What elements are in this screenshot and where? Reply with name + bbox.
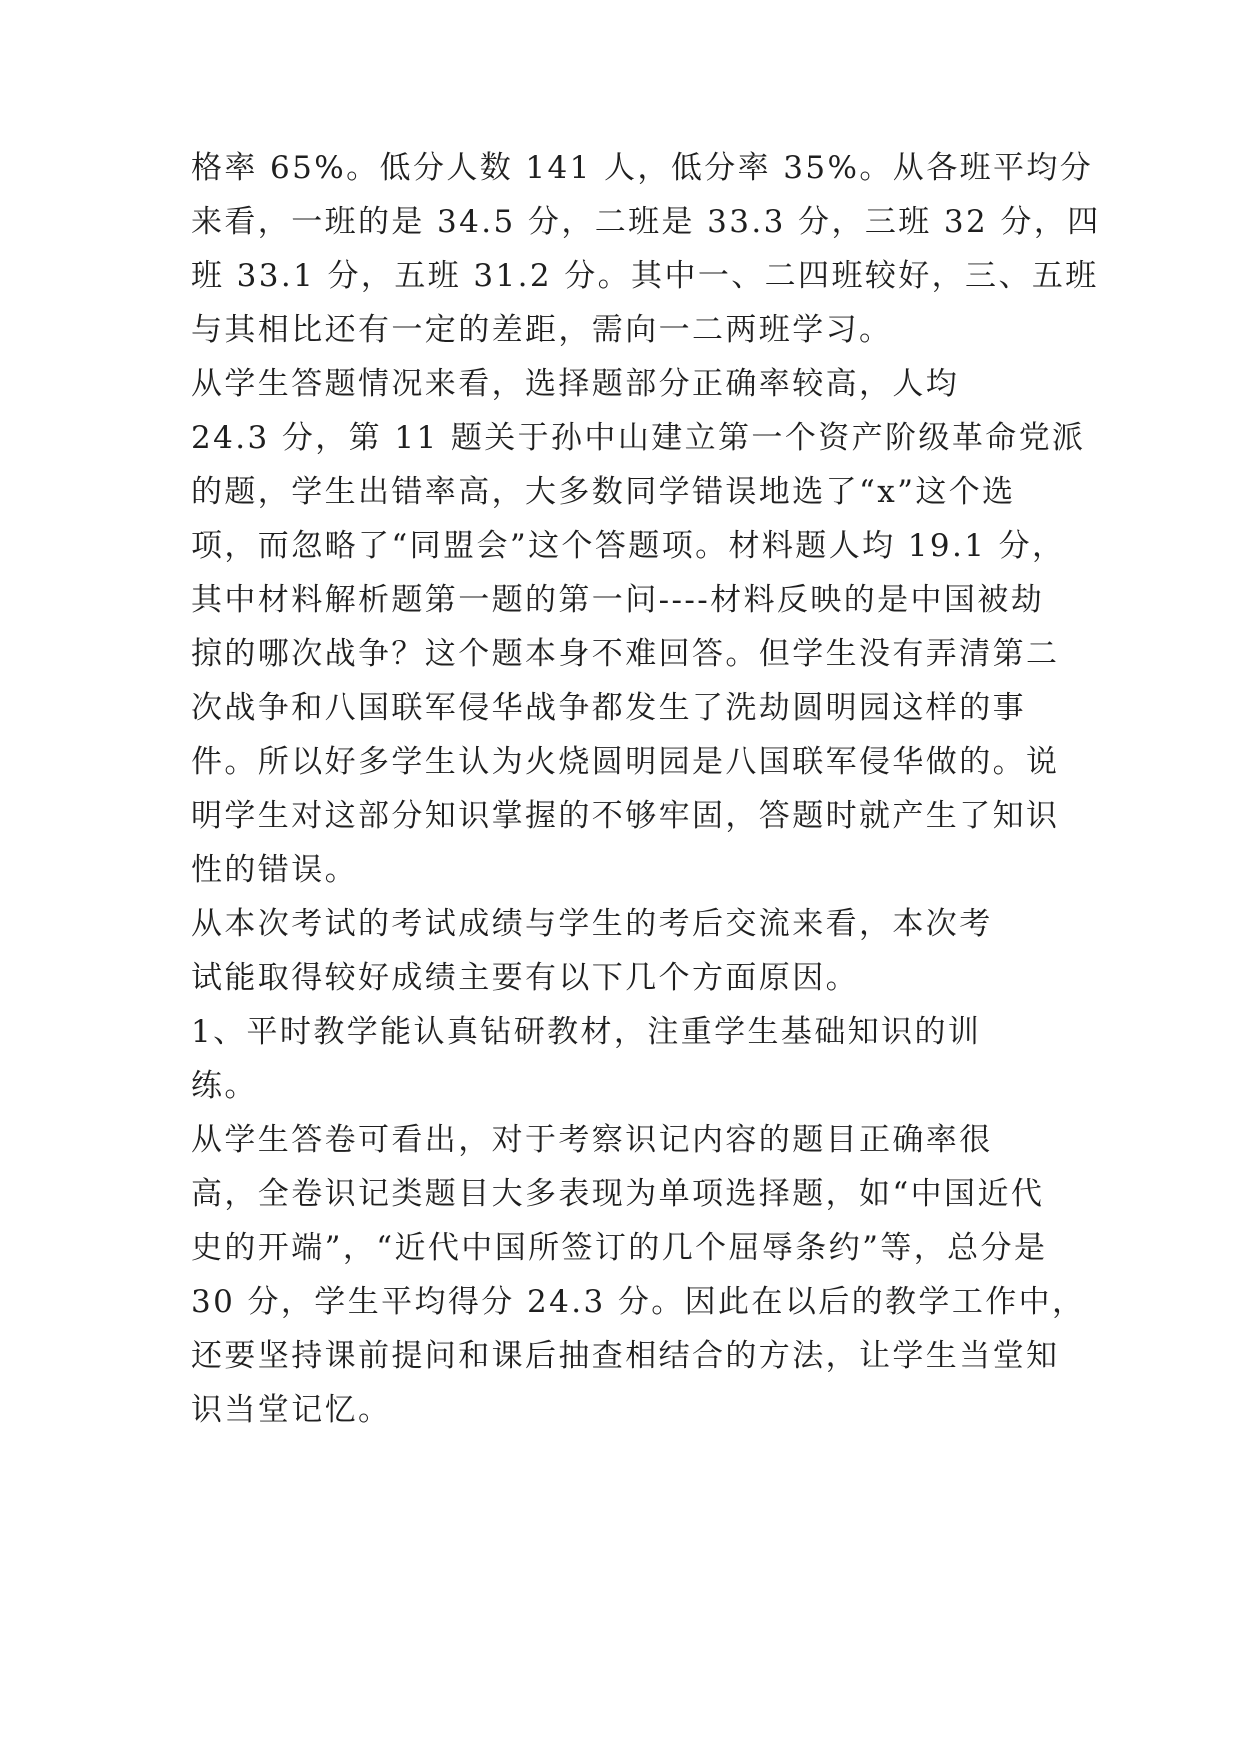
text-line: 24.3 分，第 11 题关于孙中山建立第一个资产阶级革命党派: [191, 420, 1086, 456]
text-line: 识当堂记忆。: [191, 1392, 392, 1428]
text-line: 试能取得较好成绩主要有以下几个方面原因。: [191, 960, 859, 996]
text-line: 练。: [191, 1068, 258, 1104]
paragraph-start-line: 从学生答题情况来看，选择题部分正确率较高，人均: [191, 366, 960, 402]
text-line: 与其相比还有一定的差距，需向一二两班学习。: [191, 312, 893, 348]
text-line: 30 分，学生平均得分 24.3 分。因此在以后的教学工作中，: [191, 1284, 1086, 1320]
text-line: 格率 65%。低分人数 141 人，低分率 35%。从各班平均分: [191, 150, 1094, 186]
text-line: 掠的哪次战争？这个题本身不难回答。但学生没有弄清第二: [191, 636, 1060, 672]
paragraph-start-line: 从学生答卷可看出，对于考察识记内容的题目正确率很: [191, 1122, 993, 1158]
text-line: 的题，学生出错率高，大多数同学错误地选了“x”这个选: [191, 474, 1016, 510]
text-line: 来看，一班的是 34.5 分，二班是 33.3 分，三班 32 分，四: [191, 204, 1101, 240]
numbered-point-line: 1、平时教学能认真钻研教材，注重学生基础知识的训: [191, 1014, 982, 1050]
text-line: 班 33.1 分，五班 31.2 分。其中一、二四班较好，三、五班: [191, 258, 1099, 294]
text-line: 史的开端”，“近代中国所签订的几个屈辱条约”等，总分是: [191, 1230, 1048, 1266]
text-line: 性的错误。: [191, 852, 358, 888]
text-line: 还要坚持课前提问和课后抽查相结合的方法，让学生当堂知: [191, 1338, 1060, 1374]
text-line: 项，而忽略了“同盟会”这个答题项。材料题人均 19.1 分，: [191, 528, 1066, 564]
text-line: 高，全卷识记类题目大多表现为单项选择题，如“中国近代: [191, 1176, 1045, 1212]
text-line: 件。所以好多学生认为火烧圆明园是八国联军侵华做的。说: [191, 744, 1060, 780]
text-line: 次战争和八国联军侵华战争都发生了洗劫圆明园这样的事: [191, 690, 1026, 726]
text-line: 其中材料解析题第一题的第一问----材料反映的是中国被劫: [191, 582, 1045, 618]
paragraph-start-line: 从本次考试的考试成绩与学生的考后交流来看，本次考: [191, 906, 993, 942]
text-line: 明学生对这部分知识掌握的不够牢固，答题时就产生了知识: [191, 798, 1060, 834]
